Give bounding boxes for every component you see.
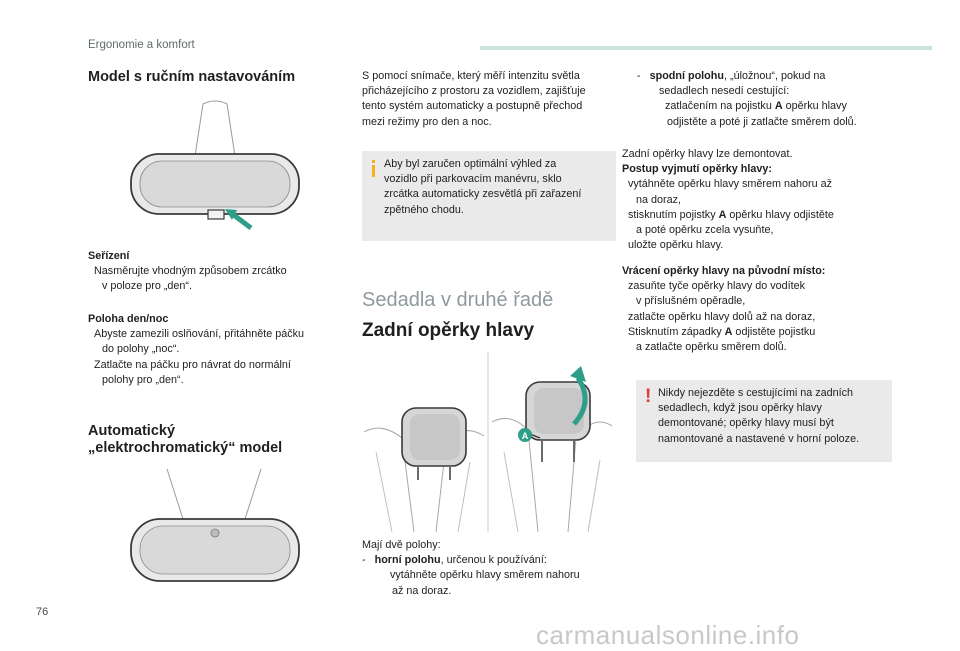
sub-title-headrests: Zadní opěrky hlavy bbox=[362, 320, 535, 341]
adjust-title: Seřízení bbox=[88, 250, 130, 262]
day-night-step-2: Zatlačte na páčku pro návrat do normální bbox=[88, 358, 304, 373]
upper-position: - horní polohu, určenou k používání: bbox=[362, 554, 547, 567]
removal-section: Zadní opěrky hlavy lze demontovat. Postup vyjmutí opěrky hlavy: vytáhněte opěrku hlavy směrem nahoru až na doraz, stisknutím pojistky A opěrku hlavy odjistěte a poté opěrku zcela vysuňte, uložte opěrku hlavy. bbox=[622, 147, 834, 253]
return-step-2: zatlačte opěrku hlavy dolů až na doraz, bbox=[622, 310, 825, 325]
info-box bbox=[362, 151, 616, 241]
auto-intro: S pomocí snímače, který měří intenzitu světla přicházejícího z prostoru za vozidlem, zajišťuje tento systém automaticky a postupně přechod mezi režimy pro den a noc. bbox=[362, 70, 586, 128]
header-accent-bar bbox=[480, 46, 932, 50]
info-text: Aby byl zaručen optimální výhled za vozidlo při parkovacím manévru, sklo zrcátka automaticky zesvětlá při zařazení zpětného chodu. bbox=[384, 158, 582, 216]
auto-mirror-figure bbox=[125, 465, 305, 590]
day-night-title: Poloha den/noc bbox=[88, 313, 169, 325]
positions-section: Mají dvě polohy: - horní polohu, určenou k používání: vytáhněte opěrku hlavy směrem nahoru až na doraz. bbox=[362, 538, 580, 599]
return-step-1: zasuňte tyče opěrky hlavy do vodítek bbox=[622, 279, 825, 294]
adjust-step-cont: v poloze pro „den“. bbox=[102, 280, 193, 293]
adjust-step: Nasměrujte vhodným způsobem zrcátko bbox=[88, 264, 287, 279]
day-night-step-2-cont: polohy pro „den“. bbox=[102, 373, 184, 386]
title-manual-model: Model s ručním nastavováním bbox=[88, 69, 296, 85]
adjust-section bbox=[88, 249, 287, 295]
day-night-step-1: Abyste zamezili oslňování, přitáhněte páčku bbox=[88, 327, 304, 342]
section-header: Ergonomie a komfort bbox=[88, 39, 195, 51]
manual-mirror-figure bbox=[125, 98, 305, 238]
day-night-section bbox=[88, 312, 304, 388]
warning-icon: ! bbox=[645, 386, 652, 407]
upper-step-cont: až na doraz. bbox=[392, 584, 452, 597]
title-auto-model: Automatický „elektrochromatický“ model bbox=[88, 423, 283, 456]
removal-step-3: uložte opěrku hlavy. bbox=[622, 238, 834, 253]
info-icon bbox=[370, 160, 377, 174]
section-title-second-row: Sedadla v druhé řadě bbox=[362, 289, 554, 311]
page-number: 76 bbox=[36, 606, 49, 618]
upper-step: vytáhněte opěrku hlavy směrem nahoru bbox=[362, 568, 580, 583]
removal-step-2: stisknutím pojistky A opěrku hlavy odjistěte bbox=[622, 208, 834, 223]
headrest-figure bbox=[362, 352, 616, 532]
warning-box bbox=[636, 380, 892, 462]
day-night-step-1-cont: do polohy „noc“. bbox=[102, 343, 180, 356]
return-step-3: Stisknutím západky A odjistěte pojistku bbox=[622, 325, 825, 340]
lower-step: zatlačením na pojistku A opěrku hlavy bbox=[637, 99, 857, 114]
removal-step-1: vytáhněte opěrku hlavy směrem nahoru až bbox=[622, 177, 834, 192]
site-watermark: carmanualsonline.info bbox=[536, 620, 800, 650]
warning-text: Nikdy nejezděte s cestujícími na zadních sedadlech, když jsou opěrky hlavy demontované; opěrky hlavy musí být namontované a nastavené v horní poloze. bbox=[658, 387, 860, 445]
figure-label-a: A bbox=[521, 431, 529, 441]
lower-position: - spodní polohu, „úložnou“, pokud na sedadlech nesedí cestující: zatlačením na pojistku A opěrku hlavy odjistěte a poté ji zatlačte směrem dolů. bbox=[637, 70, 857, 128]
return-section: Vrácení opěrky hlavy na původní místo: zasuňte tyče opěrky hlavy do vodítek v příslušném opěradle, zatlačte opěrku hlavy dolů až na doraz, Stisknutím západky A odjistěte pojistku a zatlačte opěrku směrem dolů. bbox=[622, 265, 826, 354]
